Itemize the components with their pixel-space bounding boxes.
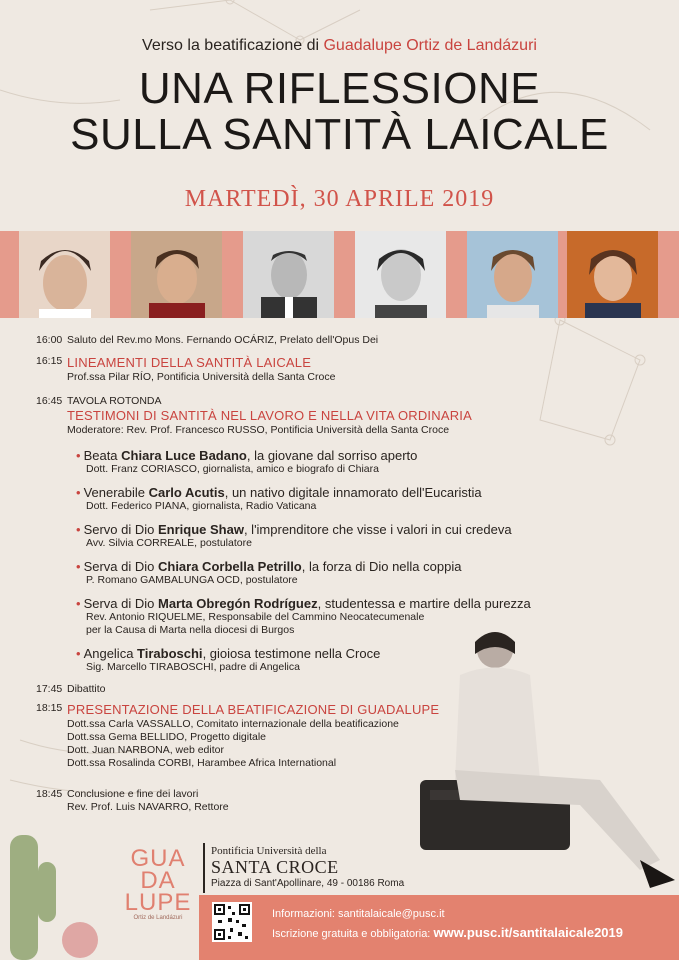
- witness-item: • Venerabile Carlo Acutis, un nativo digitale innamorato dell'Eucaristia Dott. Federico PIANA, giornalista, Radio Vaticana: [76, 485, 576, 513]
- university-divider: [203, 843, 205, 893]
- slot-speaker: Dott. Juan NARBONA, web editor: [67, 744, 224, 756]
- portrait-photo: [131, 231, 222, 318]
- slot-title: TESTIMONI DI SANTITÀ NEL LAVORO E NELLA VITA ORDINARIA: [67, 408, 472, 423]
- guadalupe-logo: [118, 845, 198, 916]
- slot-time: 18:15: [36, 702, 63, 714]
- registration-label: Iscrizione gratuita e obbligatoria:: [272, 928, 434, 940]
- witness-speaker: Avv. Silvia CORREALE, postulatore: [86, 537, 252, 549]
- slot-time: 18:45: [36, 788, 63, 800]
- witness-speaker-cont: per la Causa di Marta nella diocesi di Burgos: [86, 624, 295, 636]
- witness-name: Carlo Acutis: [148, 485, 225, 500]
- subtitle-prefix: Verso la beatificazione di: [142, 37, 320, 54]
- university-name-small: Pontificia Università della: [211, 845, 327, 857]
- info-label: Informazioni:: [272, 908, 339, 920]
- witness-item: • Serva di Dio Marta Obregón Rodríguez, studentessa e martire della purezza Rev. Antonio RIQUELME, Responsabile del Cammino Neocatecumenale per la Causa di Marta nella diocesi di Burgos: [76, 596, 576, 637]
- witness-name: Chiara Corbella Petrillo: [157, 559, 302, 574]
- event-subtitle: [0, 37, 679, 55]
- slot-time: 16:15: [36, 355, 63, 367]
- witness-item: • Serva di Dio Chiara Corbella Petrillo, la forza di Dio nella coppia P. Romano GAMBALUNGA OCD, postulatore: [76, 559, 576, 587]
- witness-item: • Beata Chiara Luce Badano, la giovane dal sorriso aperto Dott. Franz CORIASCO, giornalista, amico e biografo di Chiara: [76, 448, 576, 476]
- slot-speaker: Dott.ssa Gema BELLIDO, Progetto digitale: [67, 731, 267, 743]
- logo-line: DA: [140, 867, 176, 894]
- event-date: MARTEDÌ, 30 APRILE 2019: [184, 186, 495, 212]
- info-email-link[interactable]: santitalaicale@pusc.it: [338, 908, 445, 920]
- guadalupe-photo: [400, 630, 679, 900]
- witness-name: Chiara Luce Badano: [121, 448, 247, 463]
- university-name: SANTA CROCE: [211, 857, 339, 877]
- witness-name: Enrique Shaw: [157, 522, 244, 537]
- slot-title: PRESENTAZIONE DELLA BEATIFICAZIONE DI GUADALUPE: [67, 702, 440, 717]
- witness-item: • Angelica Tiraboschi, gioiosa testimone nella Croce Sig. Marcello TIRABOSCHI, padre di Angelica: [76, 646, 576, 674]
- qr-code-icon[interactable]: [212, 902, 252, 942]
- witness-speaker: P. Romano GAMBALUNGA OCD, postulatore: [86, 574, 298, 586]
- university-address: Piazza di Sant'Apollinare, 49 - 00186 Roma: [211, 878, 405, 889]
- witness-speaker: Dott. Federico PIANA, giornalista, Radio Vaticana: [86, 500, 317, 512]
- portrait-photo: [19, 231, 110, 318]
- slot-speaker: Rev. Prof. Luis NAVARRO, Rettore: [67, 801, 229, 813]
- photo-strip: [0, 231, 679, 318]
- portrait-photo: [467, 231, 558, 318]
- slot-speaker: Dott.ssa Rosalinda CORBI, Harambee Africa International: [67, 757, 337, 769]
- slot-text: Saluto del Rev.mo Mons. Fernando OCÁRIZ, Prelato dell'Opus Dei: [67, 334, 379, 346]
- logo-line: GUA: [130, 845, 186, 872]
- slot-time: 16:45: [36, 395, 63, 407]
- registration-url-link[interactable]: www.pusc.it/santitalaicale2019: [433, 925, 623, 940]
- witness-name: Marta Obregón Rodríguez: [157, 596, 318, 611]
- witness-speaker: Dott. Franz CORIASCO, giornalista, amico e biografo di Chiara: [86, 463, 379, 475]
- event-title: [0, 66, 679, 158]
- slot-speaker: Prof.ssa Pilar RÍO, Pontificia Università della Santa Croce: [67, 371, 336, 383]
- title-line-1: UNA RIFLESSIONE: [138, 64, 541, 113]
- portrait-photo: [567, 231, 658, 318]
- slot-speaker: Dott.ssa Carla VASSALLO, Comitato internazionale della beatificazione: [67, 718, 399, 730]
- slot-text: Conclusione e fine dei lavori: [67, 788, 199, 800]
- slot-label: TAVOLA ROTONDA: [67, 395, 162, 407]
- registration-line: [272, 925, 623, 940]
- info-line: [272, 908, 445, 920]
- slot-moderator: Moderatore: Rev. Prof. Francesco RUSSO, Pontificia Università della Santa Croce: [67, 424, 450, 436]
- subtitle-name: Guadalupe Ortiz de Landázuri: [323, 37, 537, 54]
- witness-name: Tiraboschi: [137, 646, 203, 661]
- slot-title: LINEAMENTI DELLA SANTITÀ LAICALE: [67, 355, 312, 370]
- logo-line: LUPE: [124, 889, 192, 916]
- portrait-photo: [243, 231, 334, 318]
- logo-subtitle: Ortiz de Landázuri: [133, 915, 183, 921]
- slot-text: Dibattito: [67, 683, 106, 695]
- portrait-photo: [355, 231, 446, 318]
- title-line-2: SULLA SANTITÀ LAICALE: [70, 110, 609, 159]
- witness-speaker: Rev. Antonio RIQUELME, Responsabile del Cammino Neocatecumenale: [86, 611, 425, 623]
- witness-item: • Servo di Dio Enrique Shaw, l'imprenditore che visse i valori in cui credeva Avv. Silvia CORREALE, postulatore: [76, 522, 576, 550]
- witness-speaker: Sig. Marcello TIRABOSCHI, padre di Angelica: [86, 661, 300, 673]
- slot-time: 17:45: [36, 683, 63, 695]
- slot-time: 16:00: [36, 334, 63, 346]
